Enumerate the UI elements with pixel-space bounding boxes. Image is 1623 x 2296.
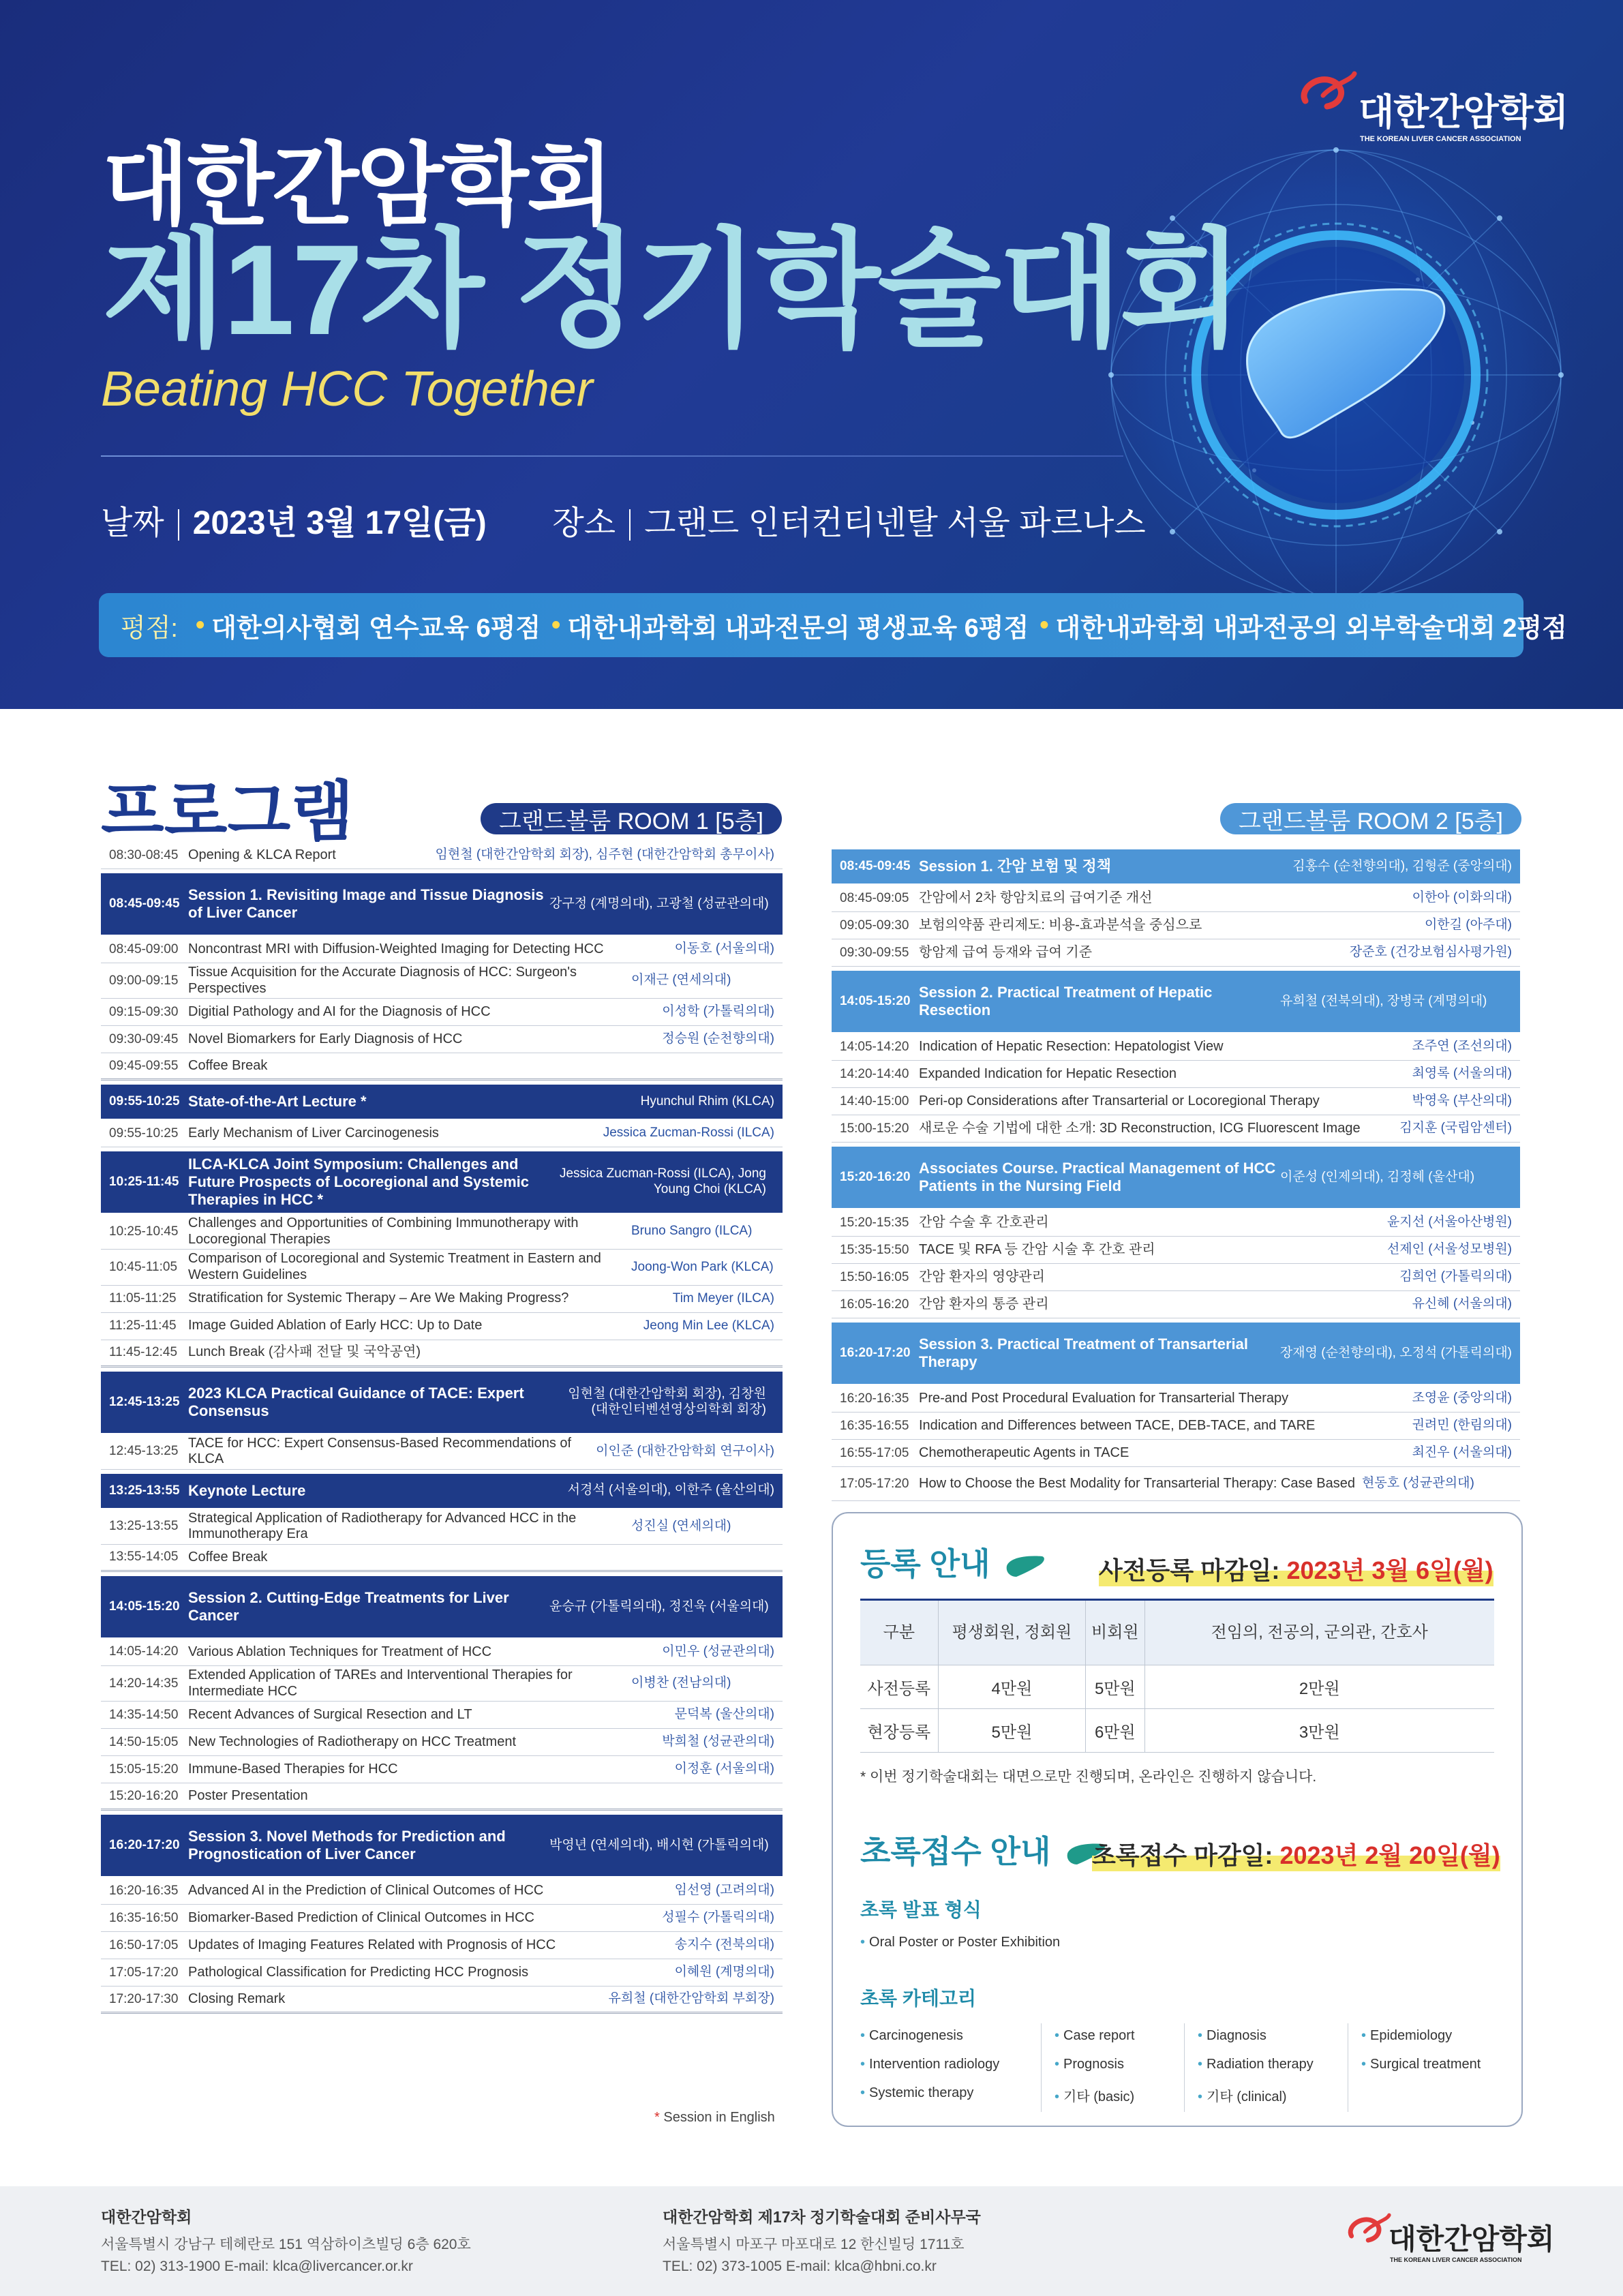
venue-label: 장소 [552,505,616,541]
session-time: 09:00-09:15 [109,973,179,988]
table-row [101,1509,783,1545]
session-title: Peri-op Considerations after Transarterial or Locoregional Therapy [919,1093,1320,1108]
session-title: Session 3. Novel Methods for Prediction and Prognostication of Liver Cancer [188,1828,506,1863]
session-speaker: 이정훈 (서울의대) [674,1762,774,1777]
abstract-deadline: 초록접수 마감일: 2023년 2월 20일(월) [1092,1837,1500,1871]
table-row [832,1115,1520,1143]
session-time: 14:20-14:40 [840,1066,909,1081]
session-speaker: 현동호 (성균관의대) [1362,1476,1474,1491]
table-header: 평생회원, 정회원 [938,1600,1085,1665]
session-speaker: 이한아 (이화의대) [1412,890,1512,905]
session-row [832,971,1520,1032]
session-speaker: 이준성 (인제의대), 김정혜 (울산대) [1280,1169,1475,1184]
session-time: 14:40-15:00 [840,1093,909,1108]
table-row [832,885,1520,912]
session-time: 16:05-16:20 [840,1297,909,1312]
divider [101,455,1123,457]
session-title: Coffee Break [188,1549,268,1565]
session-time: 08:30-08:45 [109,847,179,862]
session-time: 14:05-14:20 [840,1039,909,1054]
session-speaker: 송지수 (전북의대) [674,1937,774,1952]
session-time: 17:20-17:30 [109,1991,179,2006]
abstract-category-item: • Radiation therapy [1198,2057,1314,2072]
session-speaker: Jessica Zucman-Rossi (ILCA) [603,1126,774,1141]
session-row [832,1147,1520,1208]
session-title: Recent Advances of Surgical Resection and LT [188,1706,472,1722]
session-title: 간암에서 2차 항암치료의 급여기준 개선 [919,890,1153,905]
session-speaker: 유희철 (대한간암학회 부회장) [608,1991,774,2006]
table-row [101,1026,783,1053]
session-speaker: 성필수 (가톨릭의대) [662,1910,774,1925]
session-title: Coffee Break [188,1057,268,1073]
table-row [101,1286,783,1313]
session-time: 12:45-13:25 [109,1444,179,1459]
session-time: 14:05-15:20 [840,994,911,1008]
table-row [101,1905,783,1932]
session-time: 16:20-17:20 [840,1346,911,1360]
logo-name-en: THE KOREAN LIVER CANCER ASSOCIATION [1360,135,1521,143]
table-row [101,1120,783,1147]
session-time: 11:05-11:25 [109,1291,177,1306]
session-title: Indication of Hepatic Resection: Hepatologist View [919,1038,1224,1054]
session-speaker: Jeong Min Lee (KLCA) [643,1318,774,1333]
session-speaker: 이한길 (아주대) [1424,918,1512,933]
hero-banner [0,0,1623,709]
session-speaker: 장준호 (건강보험심사평가원) [1349,945,1512,960]
session-title: 2023 KLCA Practical Guidance of TACE: Expert Consensus [188,1384,524,1419]
session-time: 09:45-09:55 [109,1058,179,1073]
session-time: 09:15-09:30 [109,1004,179,1019]
session-speaker: 조영윤 (중앙의대) [1412,1391,1512,1406]
session-title: Various Ablation Techniques for Treatment of HCC [188,1644,492,1659]
session-title: New Technologies of Radiotherapy on HCC Treatment [188,1734,516,1749]
session-time: 17:05-17:20 [840,1476,909,1491]
session-speaker: 이민우 (성균관의대) [662,1644,774,1659]
table-row [832,1467,1520,1501]
table-row [832,1413,1520,1440]
abstract-format-value: • Oral Poster or Poster Exhibition [860,1935,1061,1950]
table-row [101,1756,783,1783]
session-title: How to Choose the Best Modality for Transarterial Therapy: Case Based [919,1475,1355,1491]
session-title: Lunch Break (감사패 전달 및 국악공연) [188,1344,421,1360]
session-time: 16:50-17:05 [109,1937,179,1952]
session-title: Chemotherapeutic Agents in TACE [919,1445,1129,1460]
table-row [101,842,783,869]
session-speaker: Bruno Sangro (ILCA) [631,1224,753,1239]
abstract-title: 초록접수 안내 [860,1827,1107,1872]
table-header: 구분 [860,1600,938,1665]
table-row [101,1729,783,1756]
session-time: 16:20-17:20 [109,1838,180,1853]
session-speaker: 임현철 (대한간암학회 회장), 심주현 (대한간암학회 총무이사) [435,847,774,862]
footer-association-info: 대한간암학회 서울특별시 강남구 테헤란로 151 역삼하이츠빌딩 6층 620호 TEL: 02) 313-1900 E-mail: klca@livercancer.or.kr [101,2208,471,2275]
table-row [832,1061,1520,1088]
session-time: 15:20-16:20 [109,1788,179,1803]
date-label: 날짜 [101,505,164,541]
session-time: 14:35-14:50 [109,1707,179,1722]
logo-mark-icon [1299,68,1357,116]
session-time: 15:00-15:20 [840,1121,909,1136]
table-row [101,1250,783,1285]
session-time: 16:35-16:50 [109,1910,179,1925]
table-row [101,1545,783,1572]
credit-item: 대한내과학회 내과전문의 평생교육 6평점 [567,614,1029,643]
table-row [101,1214,783,1250]
session-time: 10:25-11:45 [109,1175,179,1190]
logo-mark-icon [1346,2210,1391,2248]
table-row [101,1987,783,2014]
abstract-category-item: • Epidemiology [1361,2028,1453,2043]
table-row [101,1959,783,1987]
session-speaker: Joong-Won Park (KLCA) [631,1259,774,1274]
abstract-category-item: • 기타 (clinical) [1198,2089,1287,2104]
session-title: 간암 수술 후 간호관리 [919,1214,1049,1230]
logo-name-ko: 대한간암학회 [1359,92,1568,133]
table-row [832,1033,1520,1061]
session-time: 11:25-11:45 [109,1318,177,1333]
session-time: 14:05-15:20 [109,1599,180,1614]
session-time: 09:05-09:30 [840,918,909,933]
table-row [101,1434,783,1470]
session-title: TACE 및 RFA 등 간암 시술 후 간호 관리 [919,1241,1155,1257]
session-speaker: 이혜원 (계명의대) [674,1965,774,1980]
slogan: Beating HCC Together [101,362,593,417]
session-speaker: 이성학 (가톨릭의대) [662,1004,774,1019]
table-row [832,1291,1520,1318]
room2-label: 그랜드볼룸 ROOM 2 [5층] [1220,803,1521,834]
session-time: 08:45-09:45 [840,859,911,873]
session-speaker: 이재근 (연세의대) [631,973,731,988]
table-row [832,1088,1520,1115]
table-row [101,1932,783,1959]
session-time: 12:45-13:25 [109,1394,180,1409]
page-title: 제17차 정기학술대회 [102,218,1241,361]
divider [1041,2023,1042,2112]
table-header: 전임의, 전공의, 군의관, 간호사 [1144,1600,1494,1665]
session-time: 11:45-12:45 [109,1345,178,1360]
session-row [101,1372,783,1433]
table-row [832,912,1520,939]
session-row [101,1085,783,1119]
session-row [101,1576,783,1637]
session-time: 14:05-14:20 [109,1644,179,1659]
table-row [832,1440,1520,1467]
table-row: 현장등록 5만원 6만원 3만원 [860,1709,1494,1753]
session-speaker: 최진우 (서울의대) [1412,1445,1512,1460]
session-row [832,849,1520,883]
table-row [832,939,1520,967]
session-row [101,873,783,935]
session-title: Image Guided Ablation of Early HCC: Up to Date [188,1318,483,1333]
session-time: 15:50-16:05 [840,1269,909,1284]
session-speaker: 장재영 (순천향의대), 오정석 (가톨릭의대) [1279,1345,1512,1360]
table-row [101,1313,783,1340]
session-speaker: 유신혜 (서울의대) [1412,1297,1512,1312]
session-title: Poster Presentation [188,1787,308,1803]
session-title: 간암 환자의 영양관리 [919,1269,1045,1284]
footer-secretariat-info: 대한간암학회 제17차 정기학술대회 준비사무국 서울특별시 마포구 마포대로 12 한신빌딩 1711호 TEL: 02) 373-1005 E-mail: klca@hbni.co.kr [663,2208,981,2275]
abstract-category-item: • Prognosis [1055,2057,1124,2072]
session-time: 09:55-10:25 [109,1094,180,1109]
abstract-category-item: • Case report [1055,2028,1135,2043]
table-row [101,1340,783,1368]
session-time: 08:45-09:45 [109,896,180,911]
session-title: Expanded Indication for Hepatic Resection [919,1066,1177,1081]
credits-bar: 평점: • 대한의사협회 연수교육 6평점 • 대한내과학회 내과전문의 평생교육 6평점 • 대한내과학회 내과전공의 외부학술대회 2평점 [99,593,1523,657]
session-speaker: 이인준 (대한간암학회 연구이사) [596,1443,774,1458]
session-title: 보험의약품 관리제도: 비용-효과분석을 중심으로 [919,917,1202,933]
table-header: 비회원 [1086,1600,1144,1665]
session-title: Session 2. Practical Treatment of Hepatic Resection [919,984,1213,1018]
session-title: 새로운 수술 기법에 대한 소개: 3D Reconstruction, ICG Fluorescent Image [919,1120,1361,1136]
session-title: Pathological Classification for Predicting HCC Prognosis [188,1964,529,1980]
session-time: 08:45-09:05 [840,890,909,905]
session-speaker: Jessica Zucman-Rossi (ILCA), Jong Young Choi (KLCA) [559,1166,766,1197]
org-title: 대한간암학회 [102,135,612,235]
abstract-category-item: • Surgical treatment [1361,2057,1481,2072]
session-title: Strategical Application of Radiotherapy for Advanced HCC in the Immunotherapy Era [188,1510,577,1542]
session-time: 13:25-13:55 [109,1483,180,1498]
liver-icon [1005,1555,1046,1578]
session-time: 15:35-15:50 [840,1242,909,1257]
session-speaker: 정승원 (순천향의대) [662,1031,774,1046]
session-title: Immune-Based Therapies for HCC [188,1761,398,1777]
session-speaker: 윤승규 (가톨릭의대), 정진욱 (서울의대) [549,1599,769,1614]
session-time: 15:20-15:35 [840,1215,909,1230]
session-speaker: Hyunchul Rhim (KLCA) [640,1093,774,1108]
credit-item: 대한내과학회 내과전공의 외부학술대회 2평점 [1055,614,1567,643]
event-info [101,496,1146,543]
table-row [101,1877,783,1905]
abstract-category-item: • 기타 (basic) [1055,2089,1135,2104]
session-speaker: 박영욱 (부산의대) [1412,1093,1512,1108]
session-speaker: 박영년 (연세의대), 배시현 (가톨릭의대) [549,1837,769,1852]
session-title: Stratification for Systemic Therapy – Are We Making Progress? [188,1290,569,1306]
session-speaker: 김홍수 (순천향의대), 김형준 (중앙의대) [1292,858,1512,873]
session-title: Keynote Lecture [188,1481,306,1499]
room2-schedule [832,845,1520,1501]
session-speaker: Tim Meyer (ILCA) [672,1290,774,1305]
session-speaker: 최영록 (서울의대) [1412,1066,1512,1081]
session-title: Advanced AI in the Prediction of Clinical Outcomes of HCC [188,1882,544,1898]
abstract-category-item: • Intervention radiology [860,2057,1000,2072]
abstract-category-item: • Systemic therapy [860,2085,974,2100]
session-title: ILCA-KLCA Joint Symposium: Challenges and Future Prospects of Locoregional and Systemic Therapies in HCC * [188,1155,529,1209]
session-speaker: 이병찬 (전남의대) [631,1676,731,1691]
session-speaker: 박희철 (성균관의대) [662,1734,774,1749]
session-speaker: 윤지선 (서울아산병원) [1386,1215,1512,1230]
registration-box [832,1512,1523,2127]
session-title: Novel Biomarkers for Early Diagnosis of HCC [188,1031,463,1046]
session-speaker: 선제인 (서울성모병원) [1386,1242,1512,1257]
session-speaker: 임현철 (대한간암학회 회장), 김창원 (대한인터벤션영상의학회 회장) [568,1386,766,1417]
abstract-format-title: 초록 발표 형식 [860,1899,982,1920]
session-time: 13:55-14:05 [109,1550,179,1565]
room1-label: 그랜드볼룸 ROOM 1 [5층] [481,803,782,834]
session-title: 항암제 급여 등재와 급여 기준 [919,944,1093,960]
session-time: 15:05-15:20 [109,1762,179,1777]
session-time: 16:55-17:05 [840,1445,909,1460]
session-speaker: 조주연 (조선의대) [1412,1039,1512,1054]
session-title: TACE for HCC: Expert Consensus-Based Recommendations of KLCA [188,1435,572,1467]
session-speaker: 문덕복 (울산의대) [674,1707,774,1722]
session-time: 16:20-16:35 [840,1391,909,1406]
session-time: 14:20-14:35 [109,1676,179,1691]
session-time: 09:30-09:45 [109,1031,179,1046]
session-title: Updates of Imaging Features Related with Prognosis of HCC [188,1937,556,1952]
registration-note: * 이번 정기학술대회는 대면으로만 진행되며, 온라인은 진행하지 않습니다. [860,1769,1317,1785]
table-row [101,1783,783,1811]
session-title: Digitial Pathology and AI for the Diagnosis of HCC [188,1003,491,1019]
session-time: 14:50-15:05 [109,1734,179,1749]
session-title: Challenges and Opportunities of Combining Immunotherapy with Locoregional Therapies [188,1215,579,1247]
footer-logo [1346,2209,1555,2270]
session-row [101,1815,783,1876]
venue-value: 그랜드 인터컨티넨탈 서울 파르나스 [644,505,1146,541]
session-speaker: 김희언 (가톨릭의대) [1399,1269,1512,1284]
table-row [832,1385,1520,1413]
session-time: 10:45-11:05 [109,1259,178,1274]
session-speaker: 서경석 (서울의대), 이한주 (울산의대) [567,1483,774,1498]
abstract-category-item: • Diagnosis [1198,2028,1266,2043]
table-row [101,963,783,999]
session-row [101,1151,783,1213]
table-row [101,1053,783,1081]
session-title: Closing Remark [188,1991,286,2006]
session-title: Session 2. Cutting-Edge Treatments for Liver Cancer [188,1588,509,1624]
session-time: 15:20-16:20 [840,1170,911,1184]
session-speaker: 강구정 (계명의대), 고광철 (성균관의대) [549,896,769,911]
registration-title: 등록 안내 [860,1539,1046,1584]
table-row [832,1264,1520,1291]
table-row [832,1209,1520,1237]
table-row [101,999,783,1026]
program-title: 프로그램 [101,776,354,849]
logo-name-ko: 대한간암학회 [1389,2223,1555,2255]
session-row [101,1474,783,1508]
session-title: Early Mechanism of Liver Carcinogenesis [188,1125,439,1141]
session-title: Tissue Acquisition for the Accurate Diagnosis of HCC: Surgeon's Perspectives [188,965,577,996]
session-speaker: 임선영 (고려의대) [674,1883,774,1898]
session-speaker: 성진실 (연세의대) [631,1518,731,1533]
table-row [101,936,783,963]
session-title: Session 3. Practical Treatment of Transarterial Therapy [919,1335,1248,1370]
session-time: 09:30-09:55 [840,945,909,960]
session-speaker: 권려민 (한림의대) [1412,1418,1512,1433]
table-row [101,1702,783,1729]
session-title: Associates Course. Practical Management of HCC Patients in the Nursing Field [919,1160,1276,1194]
session-title: Noncontrast MRI with Diffusion-Weighted Imaging for Detecting HCC [188,941,604,956]
session-speaker: 유희철 (전북의대), 장병국 (계명의대) [1280,993,1487,1008]
session-title: State-of-the-Art Lecture * [188,1093,367,1111]
logo-name-en: THE KOREAN LIVER CANCER ASSOCIATION [1390,2256,1522,2263]
session-row [832,1323,1520,1384]
session-title: Indication and Differences between TACE, DEB-TACE, and TARE [919,1417,1316,1433]
session-title: 간암 환자의 통증 관리 [919,1296,1049,1312]
date-value: 2023년 3월 17일(금) [192,505,487,541]
association-logo [1299,68,1568,150]
registration-fee-table [860,1599,1494,1753]
abstract-category-title: 초록 카테고리 [860,1988,977,2009]
table-row [101,1639,783,1666]
liver-globe-illustration [1063,102,1609,648]
abstract-category-item: • Carcinogenesis [860,2028,963,2043]
session-time: 16:35-16:55 [840,1418,909,1433]
credit-item: 대한의사협회 연수교육 6평점 [211,614,541,643]
session-title: Opening & KLCA Report [188,847,336,862]
session-time: 10:25-10:45 [109,1224,179,1239]
table-row [101,1666,783,1702]
registration-deadline: 사전등록 마감일: 2023년 3월 6일(월) [1099,1552,1493,1586]
room1-schedule [101,842,783,2014]
session-time: 13:25-13:55 [109,1519,179,1534]
session-speaker: 이동호 (서울의대) [674,941,774,956]
session-title: Session 1. 간암 보험 및 정책 [919,858,1112,875]
table-row [832,1237,1520,1264]
divider [1184,2023,1185,2112]
credits-label: 평점: [121,614,178,643]
session-time: 17:05-17:20 [109,1965,179,1980]
table-row: 사전등록 4만원 5만원 2만원 [860,1665,1494,1709]
session-time: 08:45-09:00 [109,941,179,956]
session-speaker: 김지훈 (국립암센터) [1399,1121,1512,1136]
session-time: 09:55-10:25 [109,1126,179,1141]
english-session-note: * Session in English [654,2110,775,2125]
session-title: Biomarker-Based Prediction of Clinical Outcomes in HCC [188,1909,534,1925]
session-title: Extended Application of TAREs and Interventional Therapies for Intermediate HCC [188,1667,573,1699]
session-title: Pre-and Post Procedural Evaluation for Transarterial Therapy [919,1390,1289,1406]
session-title: Session 1. Revisiting Image and Tissue Diagnosis of Liver Cancer [188,886,544,921]
session-title: Comparison of Locoregional and Systemic Treatment in Eastern and Western Guidelines [188,1251,601,1282]
session-time: 16:20-16:35 [109,1883,179,1898]
